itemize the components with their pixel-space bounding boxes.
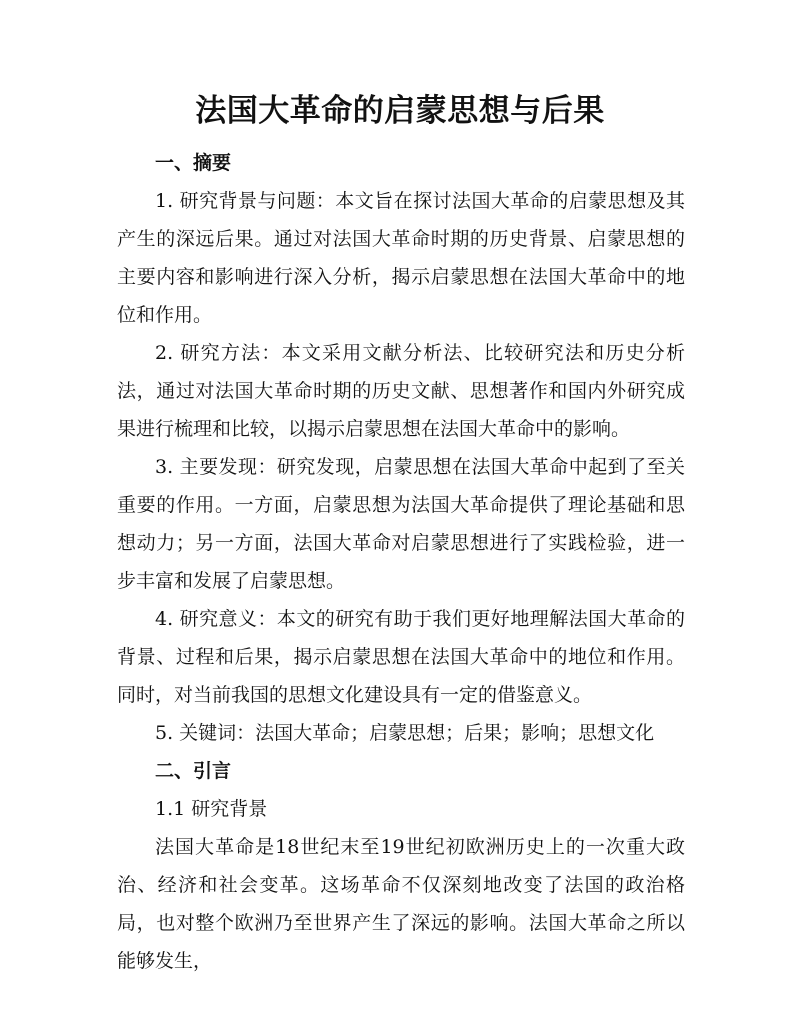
abstract-heading: 一、摘要: [155, 152, 232, 174]
abstract-paragraph-1: 1. 研究背景与问题：本文旨在探讨法国大革命的启蒙思想及其产生的深远后果。通过对法国大革命时期的历史背景、启蒙思想的主要内容和影响进行深入分析，揭示启蒙思想在法国大革命中的地位和作用。: [117, 190, 685, 326]
document-title: 法国大革命的启蒙思想与后果: [195, 93, 605, 129]
abstract-paragraph-3: 3. 主要发现：研究发现，启蒙思想在法国大革命中起到了至关重要的作用。一方面，启蒙思想为法国大革命提供了理论基础和思想动力；另一方面，法国大革命对启蒙思想进行了实践检验，进一步丰富和发展了启蒙思想。: [117, 456, 685, 592]
research-background-subheading: 1.1 研究背景: [155, 798, 268, 820]
document-body: [117, 144, 685, 980]
intro-paragraph-1: 法国大革命是18世纪末至19世纪初欧洲历史上的一次重大政治、经济和社会变革。这场革命不仅深刻地改变了法国的政治格局，也对整个欧洲乃至世界产生了深远的影响。法国大革命之所以能够发生，: [117, 836, 685, 972]
abstract-paragraph-2: 2. 研究方法：本文采用文献分析法、比较研究法和历史分析法，通过对法国大革命时期的历史文献、思想著作和国内外研究成果进行梳理和比较，以揭示启蒙思想在法国大革命中的影响。: [117, 342, 685, 440]
intro-heading: 二、引言: [155, 760, 232, 782]
abstract-paragraph-4: 4. 研究意义：本文的研究有助于我们更好地理解法国大革命的背景、过程和后果，揭示启蒙思想在法国大革命中的地位和作用。同时，对当前我国的思想文化建设具有一定的借鉴意义。: [117, 608, 685, 706]
keywords-paragraph: 5. 关键词：法国大革命；启蒙思想；后果；影响；思想文化: [155, 722, 655, 744]
